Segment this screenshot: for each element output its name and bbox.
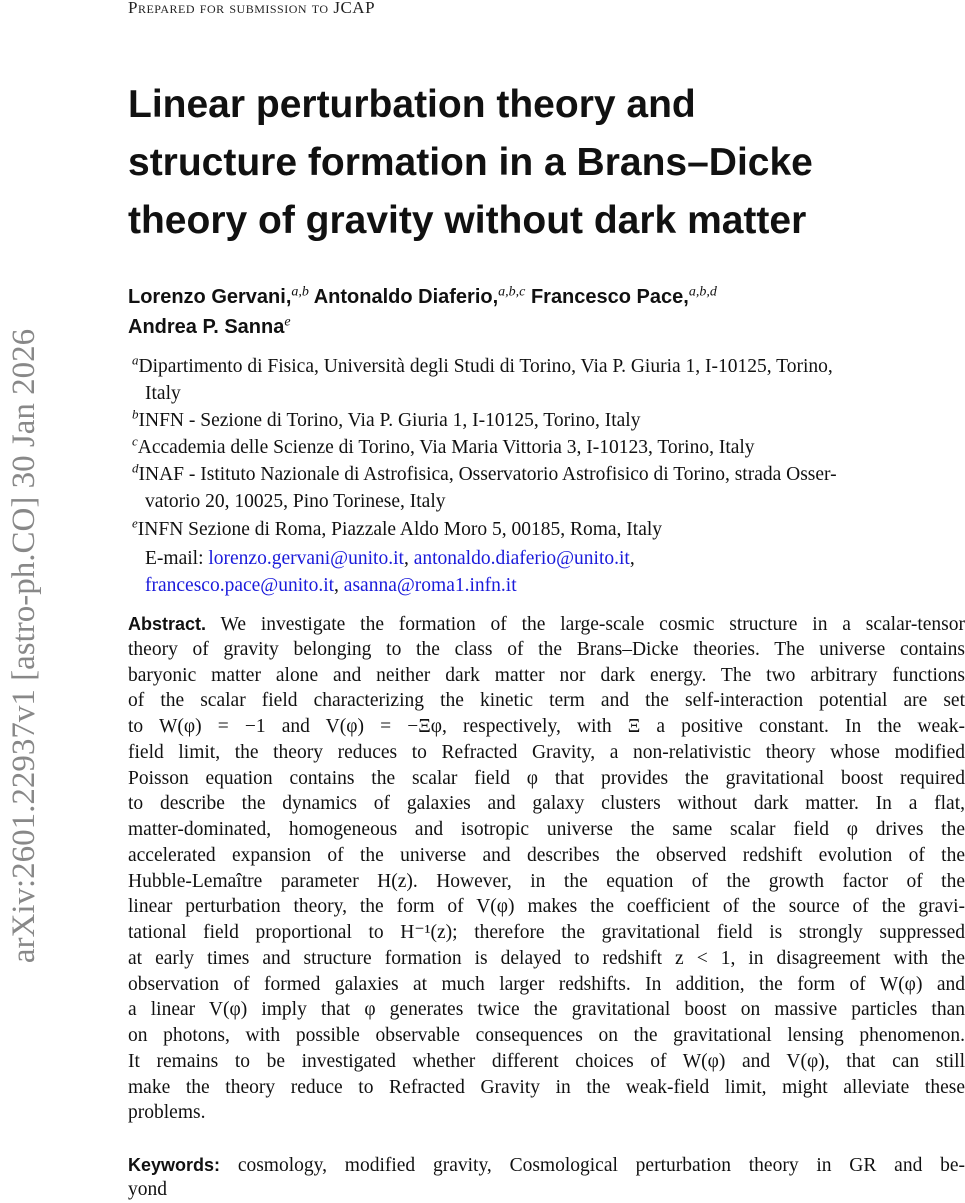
affiliation [132,516,965,543]
abstract-line [128,663,965,689]
abstract-line [128,611,965,637]
abstract-text: matter-dominated, homogeneous and isotropic universe the same scalar field φ drives the [128,819,965,840]
abstract-text: to describe the dynamics of galaxies and galaxy clusters without dark matter. In a flat, [128,793,965,815]
keywords-label: Keywords: [128,1155,221,1175]
affiliation [132,407,965,434]
author-line [128,282,965,312]
abstract-text: observation of formed galaxies at much larger redshifts. In addition, the form of W(φ) and [128,973,965,995]
abstract-line [128,972,965,998]
abstract-text: Poisson equation contains the scalar field φ that provides the gravitational boost required [128,767,965,789]
affiliation-mark: e [132,515,138,531]
keywords-text: cosmology, modified gravity, Cosmological perturbation theory in GR and be- [237,1155,965,1176]
paper-title [128,76,965,250]
affiliation-continued: vatorio 20, 10025, Pino Torinese, Italy [145,491,446,512]
abstract-text: We investigate the formation of the large-scale cosmic structure in a scalar-tensor [220,614,965,635]
email-link[interactable]: lorenzo.gervani@unito.it [208,548,404,569]
abstract-line [128,637,965,663]
keywords-line [128,1177,965,1203]
abstract-text: make the theory reduce to Refracted Gravity in the weak-field limit, might alleviate these [128,1076,965,1098]
affiliation-mark: b [132,406,139,422]
email-line: E-mail: lorenzo.gervani@unito.it, antonaldo.diaferio@unito.it, [145,548,635,569]
abstract-text: field limit, the theory reduces to Refracted Gravity, a non-relativistic theory whose modified [128,741,965,763]
title-line: Linear perturbation theory and [128,83,696,126]
abstract-line [128,843,965,869]
title-line: theory of gravity without dark matter [128,199,807,242]
abstract-line [128,1075,965,1101]
affiliation-text: Accademia delle Scienze di Torino, Via Maria Vittoria 3, I-10123, Torino, Italy [137,437,755,458]
affiliation-text: INFN - Sezione di Torino, Via P. Giuria 1, I-10125, Torino, Italy [138,410,641,431]
keywords-text: yond [128,1179,167,1200]
abstract-line [128,946,965,972]
abstract-line [128,920,965,946]
abstract-line [128,740,965,766]
journal-header: Prepared for submission to JCAP [128,0,376,17]
author-affiliation-mark: a,b,c [498,284,526,300]
abstract-text: accelerated expansion of the universe and describes the observed redshift evolution of the [128,844,965,866]
abstract-line [128,766,965,792]
abstract-line [128,1100,965,1126]
author-name: Lorenzo Gervani, [128,286,292,308]
abstract-line [128,997,965,1023]
affiliation [132,353,965,380]
abstract-label: Abstract. [128,614,207,634]
email-label: E-mail: [145,548,204,569]
abstract-line [128,1049,965,1075]
abstract-text: It remains to be investigated whether different choices of W(φ) and V(φ), that can still [128,1050,965,1072]
author-line [128,312,965,342]
author-name: Andrea P. Sanna [128,316,285,338]
affiliation [132,434,965,461]
abstract-text: problems. [128,1102,206,1124]
email-link[interactable]: francesco.pace@unito.it [145,575,335,596]
affiliation-text: INFN Sezione di Roma, Piazzale Aldo Moro 5, 00185, Roma, Italy [137,519,663,540]
abstract-text: linear perturbation theory, the form of V(φ) makes the coefficient of the source of the gravi- [128,896,965,918]
author-list [128,282,965,342]
arxiv-identifier: arXiv:2601.22937v1 [astro-ph.CO] 30 Jan 2026 [6,328,42,964]
affiliation-mark: c [132,433,138,449]
affiliation-mark: a [132,352,139,368]
abstract-text: theory of gravity belonging to the class of the Brans–Dicke theories. The universe contains [128,638,965,660]
abstract-text: of the scalar field characterizing the kinetic term and the self-interaction potential are set [128,690,965,712]
abstract-text: on photons, with possible observable consequences on the gravitational lensing phenomenon. [128,1025,965,1046]
author-affiliation-mark: a,b,d [688,284,717,300]
abstract-text: baryonic matter alone and neither dark matter nor dark energy. The two arbitrary functions [128,664,965,686]
abstract-text: Hubble-Lemaître parameter H(z). However, in the equation of the growth factor of the [128,870,965,892]
title-line: structure formation in a Brans–Dicke [128,141,813,184]
keywords-line [128,1152,965,1178]
abstract-line [128,1023,965,1049]
abstract-text: a linear V(φ) imply that φ generates twice the gravitational boost on massive particles than [128,999,965,1021]
abstract-line [128,791,965,817]
abstract-line [128,817,965,843]
affiliation-text: Dipartimento di Fisica, Università degli Studi di Torino, Via P. Giuria 1, I-10125, Torino, [138,356,833,377]
author-affiliation-mark: e [284,314,291,330]
abstract-text: tational field proportional to H⁻¹(z); therefore the gravitational field is strongly suppressed [128,922,965,943]
author-name: Antonaldo Diaferio, [313,286,499,308]
abstract-line [128,714,965,740]
email-link[interactable]: antonaldo.diaferio@unito.it [413,548,630,569]
abstract-text: at early times and structure formation is delayed to redshift z < 1, in disagreement with the [128,947,965,969]
abstract-line [128,688,965,714]
abstract-line [128,894,965,920]
email-link[interactable]: asanna@roma1.infn.it [343,575,517,596]
author-name: Francesco Pace, [530,286,689,308]
abstract-line [128,869,965,895]
email-line: francesco.pace@unito.it, asanna@roma1.infn.it [145,575,517,596]
affiliation [132,461,965,488]
abstract-text: to W(φ) = −1 and V(φ) = −Ξφ, respectively, with Ξ a positive constant. In the weak- [128,716,965,737]
affiliation-mark: d [132,460,139,476]
affiliation-continued: Italy [145,383,181,404]
author-affiliation-mark: a,b [291,284,309,300]
affiliation-text: INAF - Istituto Nazionale di Astrofisica, Osservatorio Astrofisico di Torino, strada Osser- [138,464,837,485]
